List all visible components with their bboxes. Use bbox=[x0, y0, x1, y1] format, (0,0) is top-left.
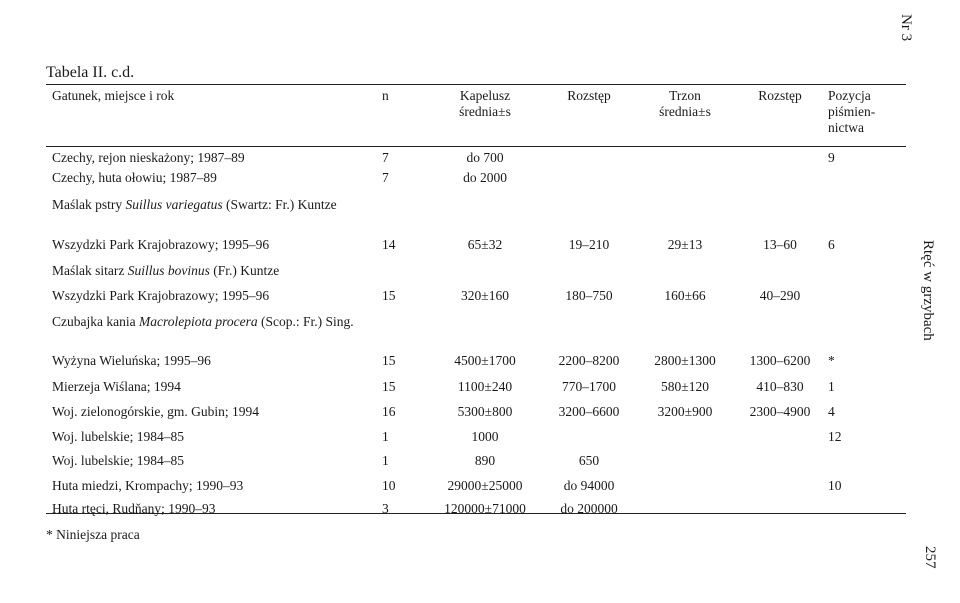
reference-cell bbox=[828, 284, 904, 310]
cap-mean-cell: 320±160 bbox=[461, 288, 509, 303]
cap-range-cell: 19–210 bbox=[568, 237, 610, 252]
table-body bbox=[52, 146, 904, 519]
table-caption: Tabela II. c.d. bbox=[46, 64, 135, 81]
reference-cell: 9 bbox=[828, 150, 835, 165]
reference-cell: 6 bbox=[828, 237, 835, 252]
stem-range-cell bbox=[732, 474, 828, 497]
cap-range-cell: 770–1700 bbox=[562, 379, 616, 394]
stem-mean-cell bbox=[638, 146, 732, 166]
species-author: (Swartz: Fr.) Kuntze bbox=[226, 197, 337, 212]
species-latin-name: Suillus bovinus bbox=[127, 263, 210, 278]
empty-cell bbox=[828, 193, 904, 233]
table-row bbox=[52, 497, 904, 519]
reference-cell bbox=[828, 497, 904, 519]
cap-mean-cell: 29000±25000 bbox=[447, 478, 523, 493]
n-cell: 15 bbox=[382, 353, 396, 368]
table-top-rule bbox=[46, 84, 906, 85]
cap-mean-cell: 5300±800 bbox=[457, 404, 513, 419]
empty-cell bbox=[376, 193, 430, 233]
stem-range-cell bbox=[732, 425, 828, 449]
table-row bbox=[52, 284, 904, 310]
table-row bbox=[52, 146, 904, 166]
empty-cell bbox=[732, 193, 828, 233]
stem-mean-cell bbox=[638, 497, 732, 519]
location-cell: Wszydzki Park Krajobrazowy; 1995–96 bbox=[52, 237, 270, 252]
species-author: (Scop.: Fr.) Sing. bbox=[260, 314, 354, 329]
stem-mean-cell: 2800±1300 bbox=[654, 353, 716, 368]
col-species-header: Gatunek, miejsce i rok bbox=[52, 88, 175, 103]
species-name bbox=[52, 259, 376, 284]
stem-range-cell: 1300–6200 bbox=[749, 353, 811, 368]
cap-range-cell: do 200000 bbox=[560, 501, 618, 516]
species-common-name: Maślak sitarz bbox=[52, 263, 125, 278]
location-cell: Huta rtęci, Rudňany; 1990–93 bbox=[52, 501, 216, 516]
cap-mean-cell: 1100±240 bbox=[457, 379, 513, 394]
location-cell: Czechy, huta ołowiu; 1987–89 bbox=[52, 170, 217, 185]
cap-range-cell: 3200–6600 bbox=[558, 404, 620, 419]
empty-cell bbox=[430, 259, 540, 284]
cap-mean-cell: 65±32 bbox=[467, 237, 503, 252]
location-cell: Czechy, rejon nieskażony; 1987–89 bbox=[52, 150, 245, 165]
cap-mean-cell: 4500±1700 bbox=[454, 353, 516, 368]
stem-range-cell bbox=[732, 146, 828, 166]
location-cell: Woj. lubelskie; 1984–85 bbox=[52, 453, 185, 468]
page-number: 257 bbox=[922, 546, 938, 569]
col-stem-range-header: Rozstęp bbox=[758, 88, 802, 103]
cap-mean-cell: 1000 bbox=[471, 429, 499, 444]
col-cap-mean-header: Kapelusz średnia±s bbox=[459, 88, 511, 119]
n-cell: 1 bbox=[382, 453, 389, 468]
cap-range-cell: 2200–8200 bbox=[558, 353, 620, 368]
species-latin-name: Suillus variegatus bbox=[125, 197, 223, 212]
stem-mean-cell bbox=[638, 449, 732, 474]
species-common-name: Maślak pstry bbox=[52, 197, 123, 212]
species-author: (Fr.) Kuntze bbox=[213, 263, 280, 278]
cap-range-cell bbox=[540, 146, 638, 166]
table-row bbox=[52, 449, 904, 474]
location-cell: Woj. lubelskie; 1984–85 bbox=[52, 429, 185, 444]
empty-cell bbox=[828, 310, 904, 349]
cap-mean-cell: 120000±71000 bbox=[444, 501, 526, 516]
reference-cell bbox=[828, 449, 904, 474]
table-row bbox=[52, 425, 904, 449]
table-row bbox=[52, 349, 904, 375]
location-cell: Huta miedzi, Krompachy; 1990–93 bbox=[52, 478, 244, 493]
empty-cell bbox=[430, 193, 540, 233]
empty-cell bbox=[540, 310, 638, 349]
species-row bbox=[52, 259, 904, 284]
table-bottom-rule bbox=[46, 513, 906, 514]
n-cell: 10 bbox=[382, 478, 396, 493]
table-row bbox=[52, 474, 904, 497]
n-cell: 15 bbox=[382, 379, 396, 394]
reference-cell: 1 bbox=[828, 379, 835, 394]
col-reference-header: Pozycja piśmien- nictwa bbox=[828, 88, 876, 135]
location-cell: Mierzeja Wiślana; 1994 bbox=[52, 379, 181, 394]
species-name bbox=[52, 193, 376, 233]
table-row bbox=[52, 400, 904, 425]
stem-range-cell: 13–60 bbox=[763, 237, 797, 252]
stem-mean-cell: 580±120 bbox=[661, 379, 709, 394]
data-table bbox=[52, 88, 904, 519]
stem-mean-cell bbox=[638, 474, 732, 497]
reference-cell: 10 bbox=[828, 478, 842, 493]
n-cell: 14 bbox=[382, 237, 396, 252]
table-row bbox=[52, 233, 904, 259]
n-cell: 7 bbox=[382, 150, 389, 165]
stem-mean-cell: 29±13 bbox=[667, 237, 703, 252]
n-cell: 1 bbox=[382, 429, 389, 444]
stem-mean-cell bbox=[638, 425, 732, 449]
cap-range-cell: 650 bbox=[578, 453, 600, 468]
species-common-name: Czubajka kania bbox=[52, 314, 136, 329]
n-cell: 15 bbox=[382, 288, 396, 303]
species-name bbox=[52, 310, 376, 349]
stem-range-cell: 410–830 bbox=[756, 379, 804, 394]
species-row bbox=[52, 193, 904, 233]
reference-cell: * bbox=[828, 353, 835, 368]
n-cell: 7 bbox=[382, 170, 389, 185]
empty-cell bbox=[732, 310, 828, 349]
species-row bbox=[52, 310, 904, 349]
cap-range-cell: 180–750 bbox=[565, 288, 613, 303]
empty-cell bbox=[828, 259, 904, 284]
cap-range-cell: do 94000 bbox=[563, 478, 615, 493]
empty-cell bbox=[376, 310, 430, 349]
location-cell: Wszydzki Park Krajobrazowy; 1995–96 bbox=[52, 288, 270, 303]
table-row bbox=[52, 166, 904, 193]
issue-number: Nr 3 bbox=[898, 14, 914, 42]
empty-cell bbox=[540, 193, 638, 233]
n-cell: 3 bbox=[382, 501, 389, 516]
stem-range-cell: 40–290 bbox=[759, 288, 801, 303]
stem-mean-cell: 160±66 bbox=[664, 288, 706, 303]
col-cap-range-header: Rozstęp bbox=[567, 88, 611, 103]
cap-range-cell bbox=[540, 425, 638, 449]
cap-mean-cell: do 700 bbox=[466, 150, 504, 165]
empty-cell bbox=[638, 310, 732, 349]
empty-cell bbox=[638, 259, 732, 284]
stem-range-cell: 2300–4900 bbox=[749, 404, 811, 419]
empty-cell bbox=[732, 259, 828, 284]
stem-range-cell bbox=[732, 166, 828, 193]
table-header-row bbox=[52, 88, 904, 146]
n-cell: 16 bbox=[382, 404, 396, 419]
col-n-header: n bbox=[382, 88, 389, 103]
stem-range-cell bbox=[732, 497, 828, 519]
col-stem-mean-header: Trzon średnia±s bbox=[659, 88, 711, 119]
reference-cell bbox=[828, 166, 904, 193]
species-latin-name: Macrolepiota procera bbox=[138, 314, 258, 329]
running-title: Rtęć w grzybach bbox=[920, 240, 936, 341]
cap-mean-cell: do 2000 bbox=[463, 170, 507, 185]
location-cell: Woj. zielonogórskie, gm. Gubin; 1994 bbox=[52, 404, 260, 419]
cap-mean-cell: 890 bbox=[474, 453, 496, 468]
empty-cell bbox=[376, 259, 430, 284]
empty-cell bbox=[638, 193, 732, 233]
empty-cell bbox=[430, 310, 540, 349]
table-row bbox=[52, 375, 904, 400]
reference-cell: 4 bbox=[828, 404, 835, 419]
reference-cell: 12 bbox=[828, 429, 842, 444]
stem-range-cell bbox=[732, 449, 828, 474]
stem-mean-cell bbox=[638, 166, 732, 193]
empty-cell bbox=[540, 259, 638, 284]
location-cell: Wyżyna Wieluńska; 1995–96 bbox=[52, 353, 211, 368]
footnote: * Niniejsza praca bbox=[46, 527, 140, 542]
stem-mean-cell: 3200±900 bbox=[657, 404, 713, 419]
cap-range-cell bbox=[540, 166, 638, 193]
